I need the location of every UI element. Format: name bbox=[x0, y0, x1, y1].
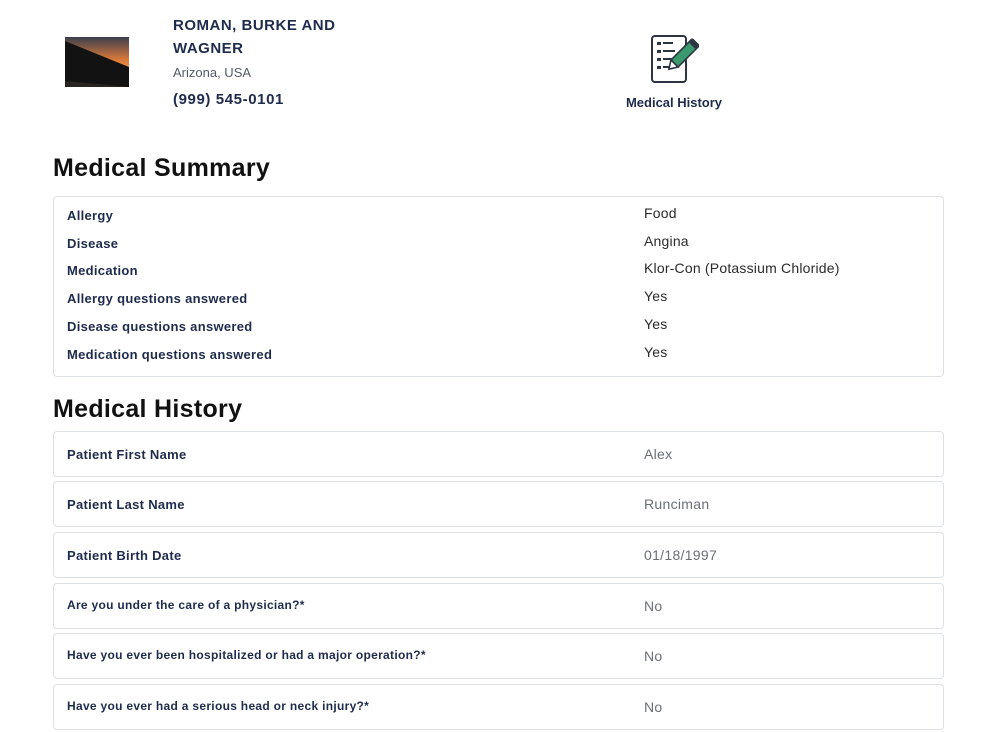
summary-label-disease-questions: Disease questions answered bbox=[67, 319, 253, 334]
document-edit-icon bbox=[649, 33, 699, 85]
history-value: 01/18/1997 bbox=[644, 547, 718, 563]
summary-value-disease-questions: Yes bbox=[644, 316, 668, 332]
history-label: Have you ever been hospitalized or had a major operation?* bbox=[67, 648, 426, 662]
practice-phone[interactable]: (999) 545-0101 bbox=[173, 91, 284, 108]
summary-row bbox=[54, 336, 943, 364]
summary-value-allergy-questions: Yes bbox=[644, 288, 668, 304]
history-label: Have you ever had a serious head or neck injury?* bbox=[67, 699, 370, 713]
history-row-birth-date bbox=[53, 532, 944, 578]
summary-label-disease: Disease bbox=[67, 236, 119, 251]
history-value: No bbox=[644, 598, 663, 614]
medical-summary-card bbox=[53, 196, 944, 377]
summary-row bbox=[54, 280, 943, 308]
summary-row bbox=[54, 197, 943, 225]
practice-location: Arizona, USA bbox=[173, 65, 252, 80]
medical-history-link[interactable] bbox=[610, 30, 738, 112]
summary-row bbox=[54, 225, 943, 253]
history-label: Patient First Name bbox=[67, 447, 187, 462]
summary-label-medication: Medication bbox=[67, 263, 138, 278]
medical-summary-title: Medical Summary bbox=[53, 154, 271, 182]
summary-value-medication: Klor-Con (Potassium Chloride) bbox=[644, 260, 840, 276]
history-label: Patient Birth Date bbox=[67, 548, 182, 563]
history-label: Are you under the care of a physician?* bbox=[67, 598, 305, 612]
summary-row bbox=[54, 252, 943, 280]
summary-row bbox=[54, 308, 943, 336]
medical-history-title: Medical History bbox=[53, 395, 243, 423]
practice-name: ROMAN, BURKE AND WAGNER bbox=[173, 17, 336, 57]
summary-label-medication-questions: Medication questions answered bbox=[67, 347, 273, 362]
summary-value-allergy: Food bbox=[644, 205, 677, 221]
history-value: No bbox=[644, 699, 663, 715]
history-row-hospitalized bbox=[53, 633, 944, 679]
history-label: Patient Last Name bbox=[67, 497, 185, 512]
summary-label-allergy: Allergy bbox=[67, 208, 114, 223]
history-value: Alex bbox=[644, 446, 673, 462]
summary-label-allergy-questions: Allergy questions answered bbox=[67, 291, 248, 306]
history-value: No bbox=[644, 648, 663, 664]
medical-history-link-label: Medical History bbox=[625, 95, 723, 110]
summary-value-medication-questions: Yes bbox=[644, 344, 668, 360]
history-value: Runciman bbox=[644, 496, 710, 512]
summary-value-disease: Angina bbox=[644, 233, 689, 249]
history-row-head-neck-injury bbox=[53, 684, 944, 730]
history-row-physician-care bbox=[53, 583, 944, 629]
history-row-last-name bbox=[53, 481, 944, 527]
practice-logo bbox=[65, 37, 129, 87]
history-row-first-name bbox=[53, 431, 944, 477]
